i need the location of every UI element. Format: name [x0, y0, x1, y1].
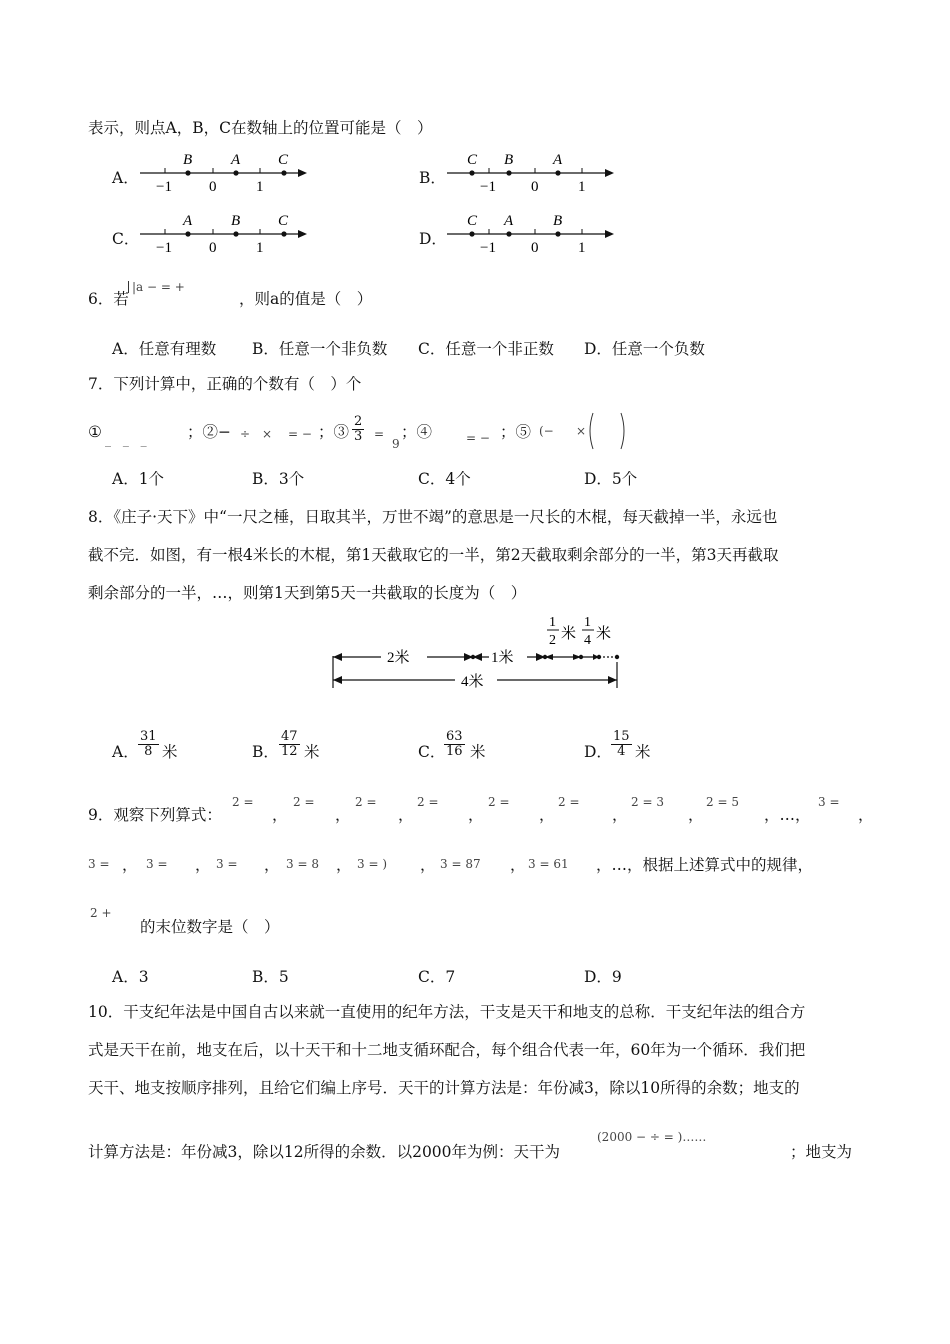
- tick-neg1: −1: [156, 240, 172, 255]
- q9-row1-item-1: 2 =: [232, 795, 254, 809]
- q8-line-3: 剩余部分的一半，…，则第1天到第5天一共截取的长度为（ ）: [88, 584, 527, 602]
- q7-option-b[interactable]: B．3个: [252, 470, 305, 488]
- q7-item-2-times: ×: [262, 427, 273, 441]
- q9-row2-sep-4: ，: [336, 856, 352, 874]
- q5-number-line-d[interactable]: [443, 209, 618, 255]
- q8-option-a-frac[interactable]: [138, 730, 159, 758]
- q9-row1-item-6: 2 =: [558, 795, 580, 809]
- q6-formula: |a − = +: [128, 281, 185, 293]
- q9-row2-item-5: 3 = ): [357, 857, 387, 871]
- q9-row2-sep-1: ，: [122, 856, 138, 874]
- q9-row1-item-5: 2 =: [488, 795, 510, 809]
- q5-number-line-b[interactable]: [443, 148, 618, 194]
- q9-option-d[interactable]: D．9: [584, 968, 622, 986]
- label-3: A: [553, 152, 563, 168]
- label-2: B: [231, 213, 241, 229]
- numerator: 31: [140, 729, 157, 744]
- tick-0: 0: [209, 179, 217, 194]
- label-3: C: [278, 152, 289, 168]
- q9-option-b[interactable]: B．5: [252, 968, 289, 986]
- q8-stick-figure: [325, 612, 625, 692]
- q7-item-2-eq: = −: [288, 427, 312, 441]
- q7-option-d[interactable]: D．5个: [584, 470, 638, 488]
- tick-neg1: −1: [156, 179, 172, 194]
- q9-row2-item-3: 3 =: [216, 857, 238, 871]
- segment-label-2m: 2米: [387, 650, 410, 666]
- q9-row1-sep-3: ，: [398, 806, 414, 824]
- q9-row1-item-2: 2 =: [293, 795, 315, 809]
- q7-item-5-times: ×: [576, 424, 587, 438]
- denominator: 3: [354, 428, 363, 444]
- q10-line-1: 10．干支纪年法是中国自古以来就一直使用的纪年方法，干支是天干和地支的总称．干支纪年法的组合方: [88, 1003, 806, 1021]
- q7-item-2: ；②−: [187, 423, 231, 441]
- q9-row1-sep-7: ，: [688, 806, 704, 824]
- numerator: 2: [354, 414, 363, 429]
- total-label-4m: 4米: [461, 674, 484, 690]
- q9-row3-tail: 的末位数字是（ ）: [140, 918, 280, 936]
- q6-tail: ，则a的值是（ ）: [239, 290, 373, 308]
- q10-line-2: 式是天干在前，地支在后，以十天干和十二地支循环配合，每个组合代表一年，60年为一个循环．我们把: [88, 1041, 806, 1059]
- label-2: A: [231, 152, 241, 168]
- numerator: 47: [281, 729, 298, 744]
- q8-option-c-frac[interactable]: [444, 730, 465, 758]
- q7-item-3-frac: [352, 415, 364, 443]
- q5-number-line-c[interactable]: [136, 209, 311, 255]
- q7-item-5-brackets: [585, 410, 629, 452]
- q7-option-a[interactable]: A．1个: [112, 470, 165, 488]
- q9-row2-item-6: 3 = 87: [440, 857, 481, 871]
- tick-1: 1: [578, 179, 586, 194]
- q7-item-3-result: 9: [392, 437, 400, 451]
- q7-item-2-div: ÷: [240, 427, 251, 441]
- q7-item-5: ；⑤: [500, 423, 532, 441]
- quarter-denominator: 4: [584, 633, 591, 648]
- q9-row1-item-8: 2 = 5: [706, 795, 739, 809]
- q8-line-1: 8．《庄子·天下》中“一尺之棰，日取其半，万世不竭”的意思是一尺长的木棍，每天截掉一半，永远也: [88, 508, 778, 526]
- q5-number-line-a[interactable]: [136, 148, 311, 194]
- denominator: 12: [281, 743, 298, 759]
- q7-item-1-formula: _ _ _: [105, 433, 151, 447]
- q5-option-c-letter[interactable]: C．: [112, 230, 140, 248]
- label-1: B: [183, 152, 193, 168]
- label-1: C: [467, 152, 478, 168]
- q9-row2-sep-2: ，: [195, 856, 211, 874]
- q9-row2-item-4: 3 = 8: [286, 857, 319, 871]
- q9-row2-sep-5: ，: [420, 856, 436, 874]
- tick-0: 0: [209, 240, 217, 255]
- q5-option-d-letter[interactable]: D．: [419, 230, 447, 248]
- q9-row2-sep-6: ，: [510, 856, 526, 874]
- q8-option-d-frac[interactable]: [611, 730, 632, 758]
- q8-option-b-frac[interactable]: [279, 730, 300, 758]
- denominator: 8: [144, 743, 153, 759]
- denominator: 4: [617, 743, 626, 759]
- q8-option-b-letter[interactable]: B．: [252, 743, 279, 761]
- q5-option-a-letter[interactable]: A．: [112, 169, 139, 187]
- q8-option-b-unit: 米: [304, 743, 320, 761]
- q8-option-c-letter[interactable]: C．: [418, 743, 446, 761]
- q7-item-4: ；④: [401, 423, 433, 441]
- q8-option-a-unit: 米: [162, 743, 178, 761]
- q9-option-a[interactable]: A．3: [112, 968, 149, 986]
- q7-item-3: ；③: [318, 423, 350, 441]
- label-3: B: [553, 213, 563, 229]
- tick-neg1: −1: [480, 179, 496, 194]
- q8-option-c-unit: 米: [470, 743, 486, 761]
- q6-option-a[interactable]: A．任意有理数: [112, 340, 217, 358]
- q9-row3-formula: 2 +: [90, 906, 112, 920]
- q9-row1-sep-8: ，…，: [764, 806, 811, 824]
- q5-stem: 表示，则点A，B，C在数轴上的位置可能是（ ）: [88, 119, 433, 137]
- q9-row1-sep-6: ，: [612, 806, 628, 824]
- q7-item-5-paren: (−: [539, 424, 554, 438]
- q10-tail: ；地支为: [790, 1143, 853, 1161]
- numerator: 15: [613, 729, 630, 744]
- label-1: C: [467, 213, 478, 229]
- q6-number: 6．若: [88, 290, 129, 308]
- tick-1: 1: [256, 179, 264, 194]
- tick-neg1: −1: [480, 240, 496, 255]
- q9-row1-item-3: 2 =: [355, 795, 377, 809]
- q9-row2-tail: ，…，根据上述算式中的规律，: [596, 856, 814, 874]
- half-denominator: 2: [549, 633, 556, 648]
- tick-0: 0: [531, 179, 539, 194]
- q9-option-c[interactable]: C．7: [418, 968, 456, 986]
- segment-label-1m: 1米: [491, 650, 514, 666]
- q9-row2-item-1: 3 =: [88, 857, 110, 871]
- label-3: C: [278, 213, 289, 229]
- q7-item-1: ①: [88, 423, 102, 441]
- quarter-unit: 米: [596, 626, 612, 642]
- q10-line-3: 天干、地支按顺序排列，且给它们编上序号．天干的计算方法是：年份减3，除以10所得的余数；地支的: [88, 1079, 800, 1097]
- q6-option-c[interactable]: C．任意一个非正数: [418, 340, 554, 358]
- q8-option-d-unit: 米: [635, 743, 651, 761]
- q7-option-c[interactable]: C．4个: [418, 470, 471, 488]
- label-1: A: [183, 213, 193, 229]
- q7-item-3-eq: =: [374, 427, 385, 441]
- numerator: 63: [446, 729, 463, 744]
- tick-1: 1: [578, 240, 586, 255]
- q9-row1-sep-1: ，: [272, 806, 288, 824]
- q9-lead: 9．观察下列算式：: [88, 806, 222, 824]
- label-2: B: [504, 152, 514, 168]
- q8-option-d-letter[interactable]: D．: [584, 743, 612, 761]
- q9-row2-item-2: 3 =: [146, 857, 168, 871]
- q9-row1-item-4: 2 =: [417, 795, 439, 809]
- q9-row2-sep-3: ，: [264, 856, 280, 874]
- denominator: 16: [446, 743, 463, 759]
- q9-row1-sep-4: ，: [468, 806, 484, 824]
- q8-option-a-letter[interactable]: A．: [112, 743, 139, 761]
- tick-0: 0: [531, 240, 539, 255]
- q7-stem: 7．下列计算中，正确的个数有（ ）个: [88, 375, 362, 393]
- q6-option-d[interactable]: D．任意一个负数: [584, 340, 705, 358]
- q9-row1-item-9: 3 =: [818, 795, 840, 809]
- q5-option-b-letter[interactable]: B．: [419, 169, 446, 187]
- q10-line-4: 计算方法是：年份减3，除以12所得的余数．以2000年为例：天干为: [88, 1143, 561, 1161]
- q7-item-4-eq: = −: [466, 431, 490, 445]
- q9-row2-item-7: 3 = 61: [528, 857, 569, 871]
- quarter-numerator: 1: [584, 615, 591, 630]
- q8-line-2: 截不完．如图，有一根4米长的木棍，第1天截取它的一半，第2天截取剩余部分的一半，第3天再截取: [88, 546, 779, 564]
- half-unit: 米: [561, 626, 577, 642]
- tick-1: 1: [256, 240, 264, 255]
- q9-row1-item-7: 2 = 3: [631, 795, 664, 809]
- label-2: A: [504, 213, 514, 229]
- q10-formula: (2000 − ÷ = )……: [597, 1130, 707, 1144]
- q9-row1-sep-2: ，: [335, 806, 351, 824]
- q6-option-b[interactable]: B．任意一个非负数: [252, 340, 388, 358]
- q9-row1-sep-5: ，: [539, 806, 555, 824]
- q9-row1-sep-9: ，: [858, 806, 874, 824]
- half-numerator: 1: [549, 615, 556, 630]
